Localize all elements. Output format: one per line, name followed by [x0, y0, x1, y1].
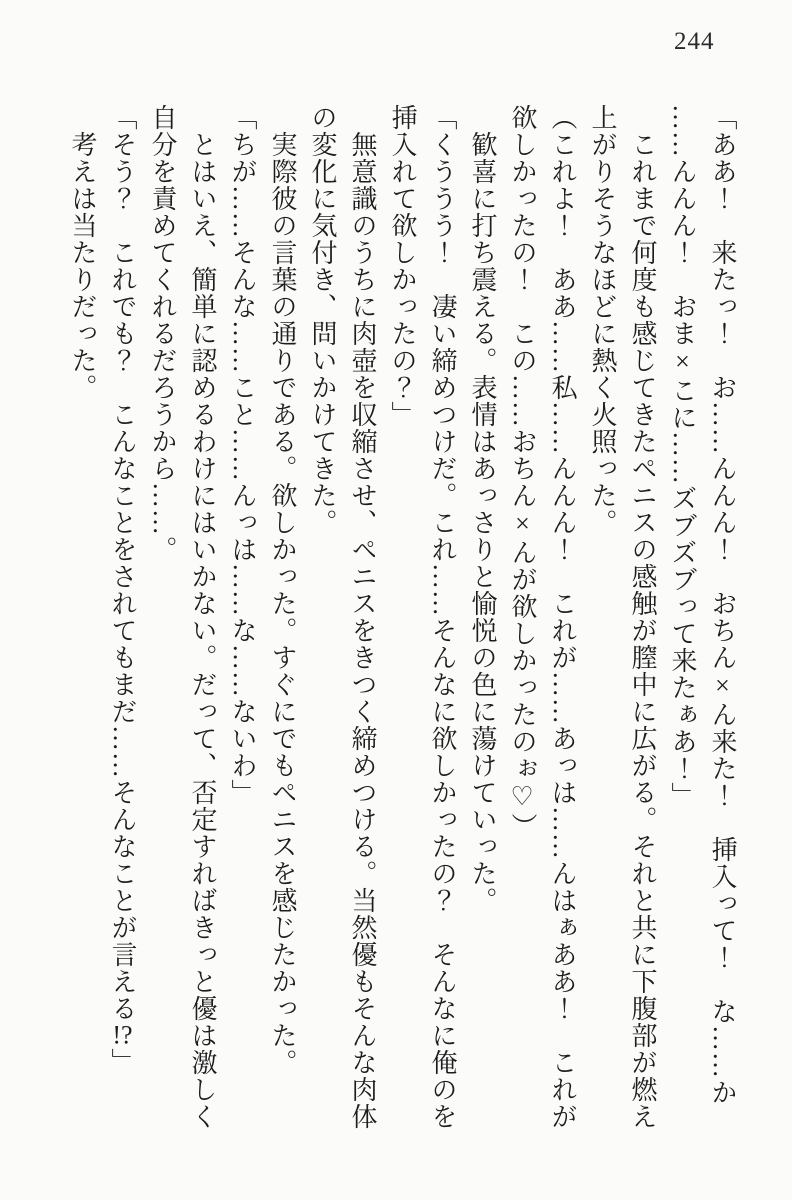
text-line: 上がりそうなほどに熱く火照った。	[588, 104, 617, 536]
text-line: 欲しかったの！ この……おちん×んが欲しかったのぉ♡）	[508, 104, 537, 840]
text-line: ……んんん！ おま×こに……ズブズブって来たぁあ！」	[668, 104, 697, 809]
page-number: 244	[674, 28, 715, 55]
text-line: 「ああ！ 来たっ！ お……んんん！ おちん×ん来た！ 挿入って！ な……か	[708, 104, 737, 1106]
text-line: の変化に気付き、問いかけてきた。	[308, 104, 337, 536]
text-line: とはいえ、簡単に認めるわけにはいかない。だって、否定すればきっと優は激しく	[188, 131, 217, 1130]
text-line: 歓喜に打ち震える。表情はあっさりと愉悦の色に蕩けていった。	[468, 131, 497, 914]
text-line: 「ちが……そんな……こと……んっは……な……ないわ」	[228, 104, 257, 806]
text-line: 自分を責めてくれるだろうから……。	[148, 104, 177, 563]
text-block	[62, 104, 742, 1136]
text-line: （これよ！ ああ……私……んんん！ これが……あっは……んはぁああ！ これが	[548, 104, 577, 1130]
text-line: 「くううう！ 凄い締めつけだ。これ……そんなに欲しかったの？ そんなに俺のを	[428, 104, 457, 1130]
text-line: 実際彼の言葉の通りである。欲しかった。すぐにでもペニスを感じたかった。	[268, 131, 297, 1076]
text-line: 挿入れて欲しかったの？」	[388, 104, 417, 428]
text-line: 考えは当たりだった。	[68, 131, 97, 401]
tcy-exclamation-question: !?	[112, 1022, 133, 1048]
text-line: 「そう？ これでも？ こんなことをされてもまだ……そんなことが言える!?」	[108, 104, 137, 1075]
text-line: これまで何度も感じてきたペニスの感触が膣中に広がる。それと共に下腹部が燃え	[628, 131, 657, 1130]
text-line: 無意識のうちに肉壺を収縮させ、ペニスをきつく締めつける。当然優もそんな肉体	[348, 131, 377, 1130]
